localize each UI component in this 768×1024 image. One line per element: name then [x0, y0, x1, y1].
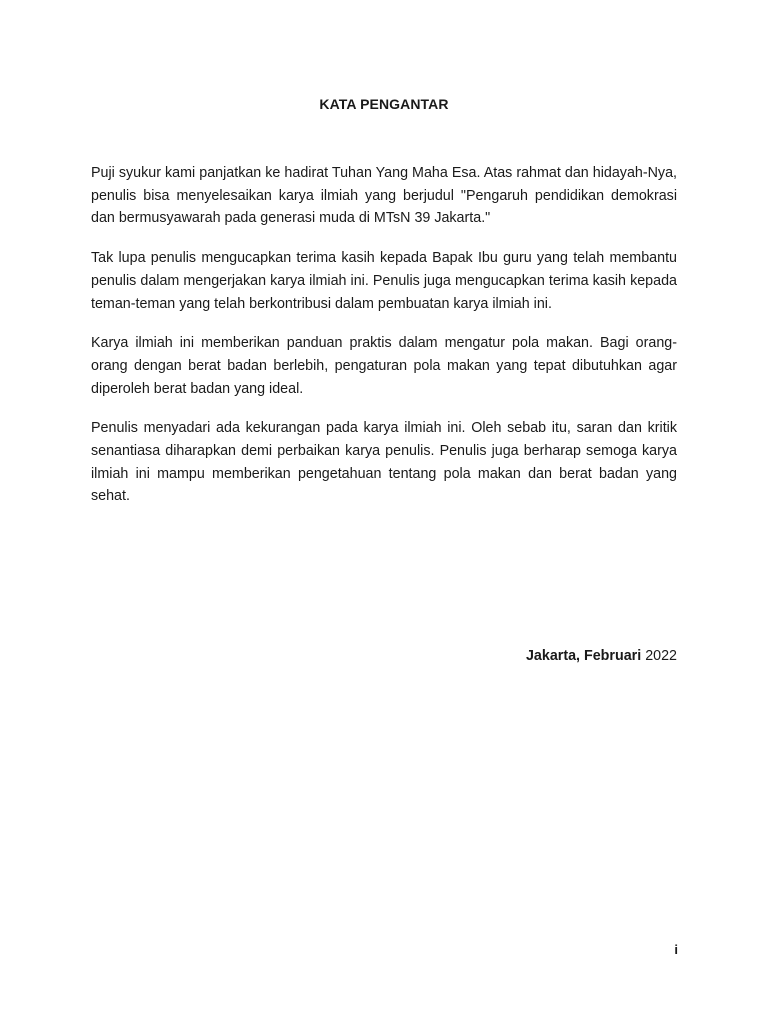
paragraph-2: Tak lupa penulis mengucapkan terima kasih kepada Bapak Ibu guru yang telah membantu penulis dalam mengerjakan karya ilmiah ini. Penulis juga mengucapkan terima kasih kepada teman-teman yang telah berkontribusi dalam pembuatan karya ilmiah ini. — [91, 250, 677, 312]
paragraph-3: Karya ilmiah ini memberikan panduan praktis dalam mengatur pola makan. Bagi orang-orang dengan berat badan berlebih, pengaturan pola makan yang tepat dibutuhkan agar diperoleh berat badan yang ideal. — [91, 335, 677, 397]
page-number: i — [674, 942, 678, 957]
paragraph-1: Puji syukur kami panjatkan ke hadirat Tuhan Yang Maha Esa. Atas rahmat dan hidayah-Nya, penulis bisa menyelesaikan karya ilmiah yang berjudul "Pengaruh pendidikan demokrasi dan bermusyawarah pada generasi muda di MTsN 39 Jakarta." — [91, 165, 677, 227]
page-title: KATA PENGANTAR — [319, 96, 449, 112]
paragraph-4: Penulis menyadari ada kekurangan pada karya ilmiah ini. Oleh sebab itu, saran dan kritik senantiasa diharapkan demi perbaikan karya penulis. Penulis juga berharap semoga karya ilmiah ini mampu memberikan pengetahuan tentang pola makan dan berat badan yang sehat. — [91, 420, 677, 505]
signature-block — [526, 648, 677, 664]
signature-year: 2022 — [645, 648, 677, 664]
signature-place-date: Jakarta, Februari — [525, 648, 642, 664]
document-body — [91, 162, 677, 525]
